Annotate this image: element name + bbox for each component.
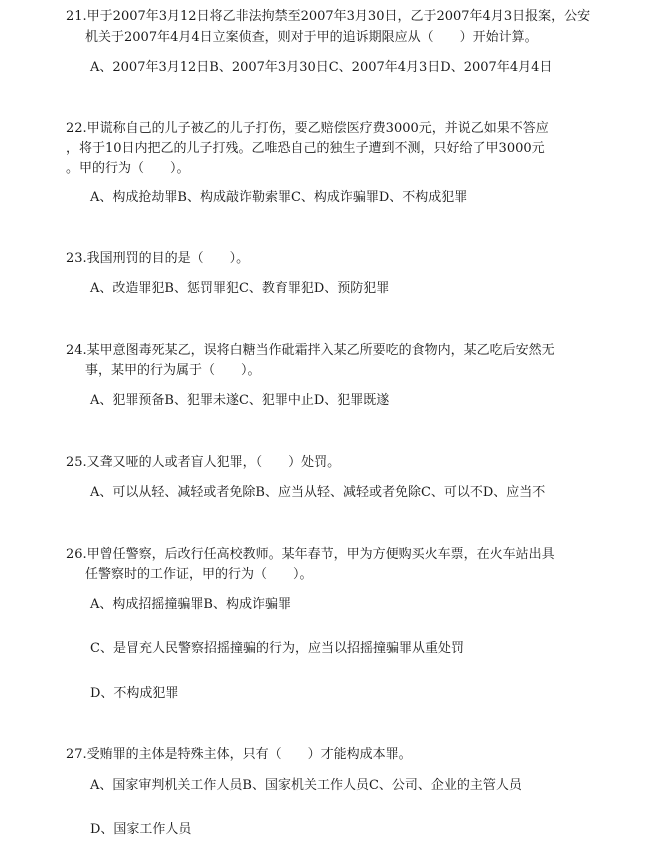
answer-options: A、构成抢劫罪B、构成敲诈勒索罪C、构成诈骗罪D、不构成犯罪 <box>90 190 468 205</box>
question-text-line: 24.某甲意图毒死某乙，误将白糖当作砒霜拌入某乙所要吃的食物内，某乙吃后安然无 <box>66 343 555 358</box>
question-text-line: 26.甲曾任警察，后改行任高校教师。某年春节，甲为方便购买火车票，在火车站出具 <box>66 547 555 562</box>
question-text-line: 22.甲谎称自己的儿子被乙的儿子打伤，要乙赔偿医疗费3000元，并说乙如果不答应 <box>66 121 549 136</box>
answer-option-line: A、构成招摇撞骗罪B、构成诈骗罪 <box>90 597 291 612</box>
question-text-line: 事，某甲的行为属于（ ）。 <box>85 363 261 378</box>
answer-options: A、改造罪犯B、惩罚罪犯C、教育罪犯D、预防犯罪 <box>90 281 390 296</box>
question-text-line: 23.我国刑罚的目的是（ ）。 <box>66 251 250 266</box>
answer-option-line: A、国家审判机关工作人员B、国家机关工作人员C、公司、企业的主管人员 <box>90 778 522 793</box>
question-text-line: 25.又聋又哑的人或者盲人犯罪，（ ）处罚。 <box>66 455 341 470</box>
question-text-line: 机关于2007年4月4日立案侦查，则对于甲的追诉期限应从（ ）开始计算。 <box>85 30 538 45</box>
answer-options: A、犯罪预备B、犯罪未遂C、犯罪中止D、犯罪既遂 <box>90 393 390 408</box>
answer-option-line: D、不构成犯罪 <box>90 686 179 701</box>
question-text-line: 任警察时的工作证，甲的行为（ ）。 <box>85 567 313 582</box>
answer-option-line: C、是冒充人民警察招摇撞骗的行为，应当以招摇撞骗罪从重处罚 <box>90 641 464 656</box>
answer-option-line: D、国家工作人员 <box>90 822 192 837</box>
question-text-line: ，将于10日内把乙的儿子打残。乙唯恐自己的独生子遭到不测，只好给了甲3000元 <box>66 141 545 156</box>
answer-options: A、2007年3月12日B、2007年3月30日C、2007年4月3日D、2007年4月4日 <box>90 60 553 75</box>
question-text-line: 。甲的行为（ ）。 <box>66 161 190 176</box>
answer-options: A、可以从轻、减轻或者免除B、应当从轻、减轻或者免除C、可以不D、应当不 <box>90 485 546 500</box>
question-text-line: 21.甲于2007年3月12日将乙非法拘禁至2007年3月30日，乙于2007年4月3日报案，公安 <box>66 9 591 24</box>
question-text-line: 27.受贿罪的主体是特殊主体，只有（ ）才能构成本罪。 <box>66 747 412 762</box>
